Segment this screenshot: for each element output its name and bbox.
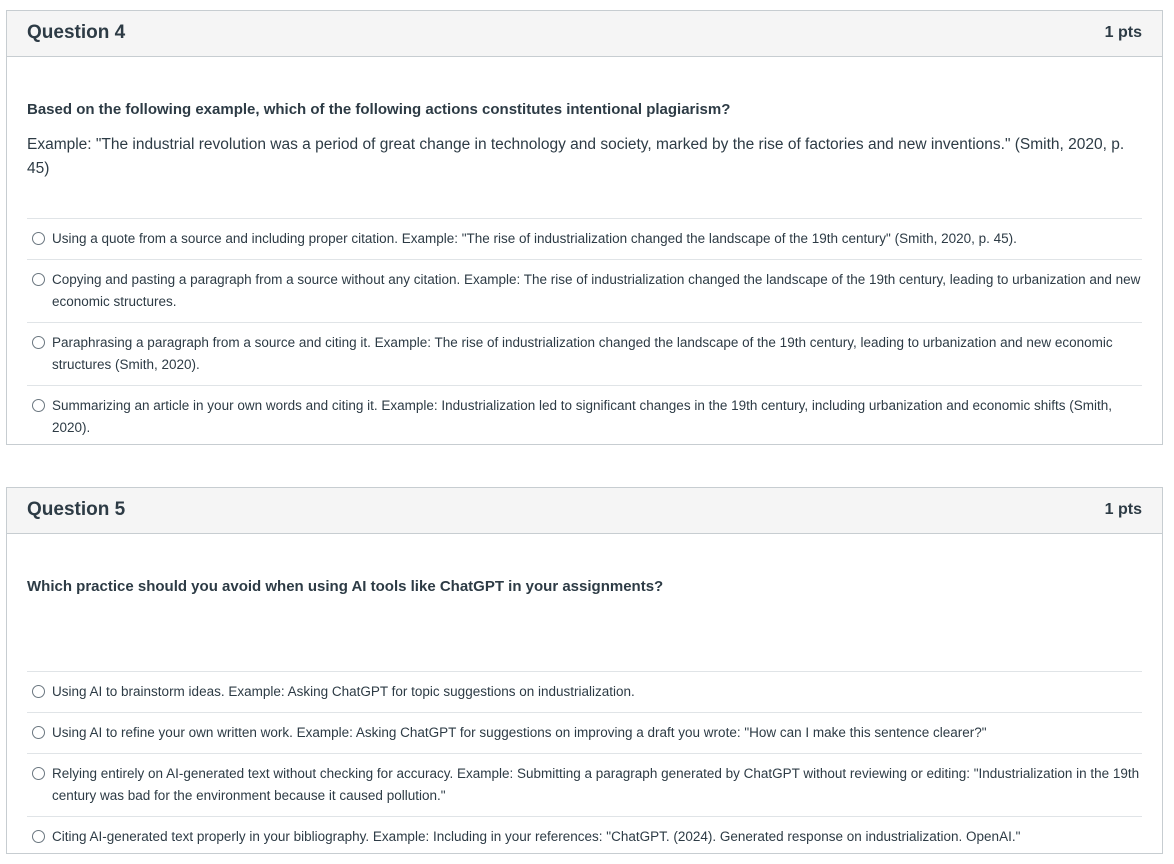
question-card-5 <box>6 487 1163 854</box>
answer-label: Using AI to refine your own written work. Example: Asking ChatGPT for suggestions on improving a draft you wrote: "How can I make this sentence clearer?" <box>52 725 987 740</box>
radio-button[interactable] <box>32 685 45 698</box>
radio-button[interactable] <box>32 273 45 286</box>
question-points: 1 pts <box>1104 24 1142 41</box>
question-header <box>7 488 1162 534</box>
answer-label: Summarizing an article in your own words and citing it. Example: Industrialization led to significant changes in the 19th century, including urbanization and economic shifts (Smith, 2020). <box>52 398 1113 435</box>
question-text: Which practice should you avoid when using AI tools like ChatGPT in your assignments? <box>27 578 664 595</box>
question-points: 1 pts <box>1104 501 1142 518</box>
answer-option[interactable] <box>27 260 1142 323</box>
answer-option[interactable] <box>27 672 1142 713</box>
radio-button[interactable] <box>32 726 45 739</box>
answer-option[interactable] <box>27 754 1142 817</box>
answer-label: Using AI to brainstorm ideas. Example: Asking ChatGPT for topic suggestions on industrialization. <box>52 684 635 699</box>
answer-label: Citing AI-generated text properly in your bibliography. Example: Including in your references: "ChatGPT. (2024). Generated response on industrialization. OpenAI." <box>52 829 1021 844</box>
answer-option[interactable] <box>27 713 1142 754</box>
answer-label: Relying entirely on AI-generated text without checking for accuracy. Example: Submitting a paragraph generated by ChatGPT without reviewing or editing: "Industrialization in the 19th century was bad for the environment because it caused pollution." <box>52 766 1140 803</box>
question-header <box>7 11 1162 57</box>
question-example: Example: "The industrial revolution was a period of great change in technology and society, marked by the rise of factories and new inventions." (Smith, 2020, p. 45) <box>27 136 1125 177</box>
answer-label: Copying and pasting a paragraph from a source without any citation. Example: The rise of industrialization changed the landscape of the 19th century, leading to urbanization and new economic structures. <box>52 272 1141 309</box>
radio-button[interactable] <box>32 232 45 245</box>
question-text: Based on the following example, which of the following actions constitutes intentional plagiarism? <box>27 101 731 118</box>
answer-list <box>27 671 1142 857</box>
question-card-4 <box>6 10 1163 445</box>
answer-label: Paraphrasing a paragraph from a source and citing it. Example: The rise of industrialization changed the landscape of the 19th century, leading to urbanization and new economic structures (Smith, 2020). <box>52 335 1113 372</box>
radio-button[interactable] <box>32 399 45 412</box>
answer-option[interactable] <box>27 323 1142 386</box>
radio-button[interactable] <box>32 830 45 843</box>
answer-label: Using a quote from a source and including proper citation. Example: "The rise of industrialization changed the landscape of the 19th century" (Smith, 2020, p. 45). <box>52 231 1017 246</box>
radio-button[interactable] <box>32 336 45 349</box>
question-title: Question 4 <box>27 22 126 43</box>
radio-button[interactable] <box>32 767 45 780</box>
answer-list <box>27 218 1142 448</box>
question-title: Question 5 <box>27 499 126 520</box>
answer-option[interactable] <box>27 219 1142 260</box>
answer-option[interactable] <box>27 386 1142 448</box>
answer-option[interactable] <box>27 817 1142 857</box>
